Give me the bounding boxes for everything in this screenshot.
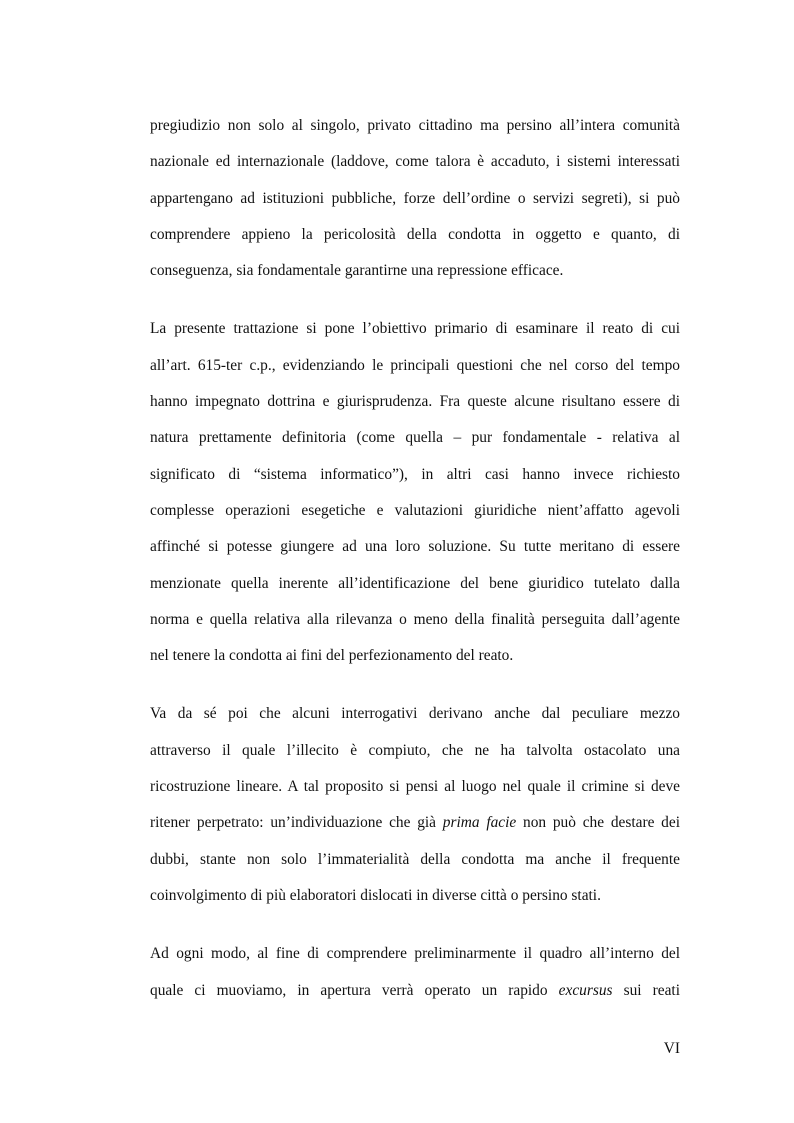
- text-line: affinché si potesse giungere ad una loro soluzione. Su tutte meritano di essere: [150, 538, 680, 556]
- paragraph-3: [150, 696, 680, 914]
- text-line: conseguenza, sia fondamentale garantirne una repressione efficace.: [150, 262, 564, 280]
- text-line: nel tenere la condotta ai fini del perfezionamento del reato.: [150, 647, 514, 665]
- text-segment: quale ci muoviamo, in apertura verrà operato un rapido: [150, 981, 548, 999]
- paragraph-2: [150, 311, 680, 674]
- text-line: pregiudizio non solo al singolo, privato cittadino ma persino all’intera comunità: [150, 117, 680, 134]
- text-line: complesse operazioni esegetiche e valutazioni giuridiche nient’affatto agevoli: [150, 501, 680, 519]
- page-number: VI: [663, 1040, 680, 1057]
- text-segment: ritener perpetrato: un’individuazione che già: [150, 814, 437, 832]
- text-line: Va da sé poi che alcuni interrogativi derivano anche dal peculiare mezzo: [150, 705, 680, 723]
- italic-term: excursus: [558, 981, 613, 999]
- text-line: nazionale ed internazionale (laddove, come talora è accaduto, i sistemi interessati: [150, 153, 680, 171]
- text-line: hanno impegnato dottrina e giurisprudenza. Fra queste alcune risultano essere di: [150, 393, 680, 411]
- text-segment: sui reati: [623, 981, 680, 999]
- text-line: natura prettamente definitoria (come quella – pur fondamentale - relativa al: [150, 429, 680, 447]
- text-line-with-italic: [150, 805, 680, 841]
- text-line: coinvolgimento di più elaboratori dislocati in diverse città o persino stati.: [150, 886, 601, 904]
- text-line: dubbi, stante non solo l’immaterialità della condotta ma anche il frequente: [150, 850, 680, 868]
- text-line: ricostruzione lineare. A tal proposito si pensi al luogo nel quale il crimine si deve: [150, 778, 680, 796]
- text-line: appartengano ad istituzioni pubbliche, forze dell’ordine o servizi segreti), si può: [150, 189, 680, 207]
- text-line-with-italic: [150, 973, 680, 1009]
- text-line: attraverso il quale l’illecito è compiuto, che ne ha talvolta ostacolato una: [150, 741, 680, 759]
- text-line: La presente trattazione si pone l’obiettivo primario di esaminare il reato di cui: [150, 320, 680, 338]
- text-line: menzionate quella inerente all’identificazione del bene giuridico tutelato dalla: [150, 574, 680, 592]
- text-line: comprendere appieno la pericolosità della condotta in oggetto e quanto, di: [150, 225, 680, 243]
- text-line: all’art. 615-ter c.p., evidenziando le principali questioni che nel corso del tempo: [150, 356, 680, 374]
- paragraph-4: [150, 936, 680, 1009]
- body-text: [150, 108, 680, 1031]
- text-line: Ad ogni modo, al fine di comprendere preliminarmente il quadro all’interno del: [150, 945, 680, 963]
- text-line: norma e quella relativa alla rilevanza o meno della finalità perseguita dall’agente: [150, 610, 680, 628]
- italic-term: prima facie: [442, 814, 517, 832]
- text-segment: non può che destare dei: [523, 814, 680, 832]
- text-line: significato di “sistema informatico”), in altri casi hanno invece richiesto: [150, 465, 680, 483]
- paragraph-1: [150, 108, 680, 289]
